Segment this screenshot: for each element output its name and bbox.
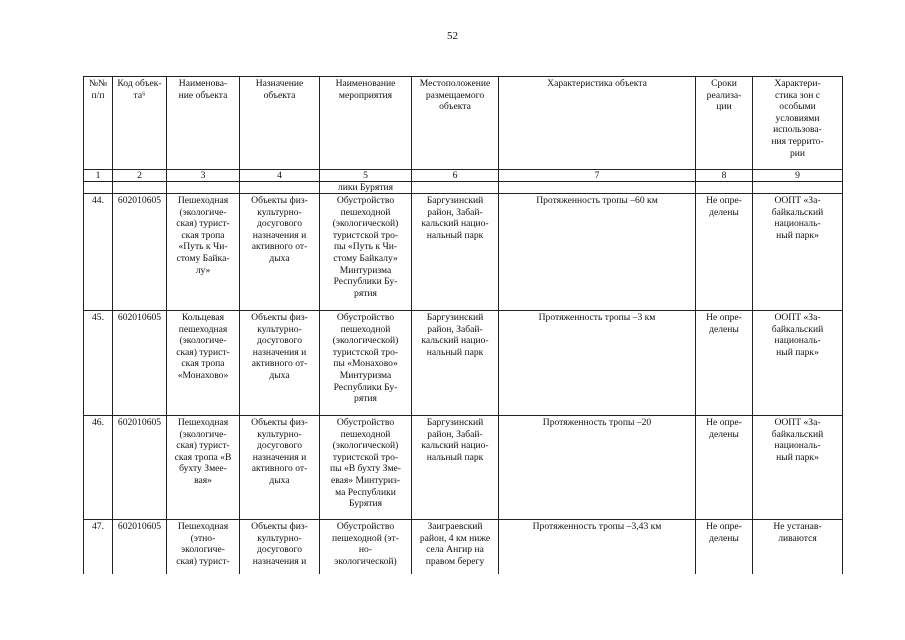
- cell-line: (экологиче-: [179, 335, 227, 347]
- cell-line: евая» Минтуриз-: [330, 474, 401, 486]
- cell-line: дыха: [269, 474, 290, 486]
- cell-line: дыха: [269, 252, 290, 264]
- cell-line: нальный парк: [426, 451, 484, 463]
- header-cell: [499, 77, 696, 170]
- cell-number: [84, 194, 113, 311]
- cell-line: нальный парк: [426, 346, 484, 358]
- cell-line: ние объекта: [178, 89, 228, 101]
- cell-code: [113, 194, 167, 311]
- cell-line: 602010605: [117, 417, 162, 428]
- cell-line: Протяженность тропы –3,43 км: [532, 521, 662, 532]
- cell-line: Протяженность тропы –3 км: [538, 312, 656, 323]
- cell-line: та⁶: [133, 89, 146, 101]
- table-row: [84, 311, 843, 416]
- column-number: 8: [696, 170, 753, 182]
- cell-purpose: [240, 416, 320, 520]
- cell-line: назначения и: [252, 451, 307, 463]
- cell-line: Минтуризма: [339, 369, 392, 381]
- cell-line: Не опре-: [706, 195, 742, 206]
- cell-zone: [753, 520, 843, 574]
- header-row: [84, 77, 843, 170]
- cell-line: активного от-: [251, 463, 308, 475]
- cell-line: ный парк»: [776, 451, 819, 463]
- cell-line: рии: [789, 147, 806, 159]
- cell-line: делены: [709, 206, 739, 218]
- cell-line: 602010605: [117, 195, 162, 206]
- column-number: 5: [320, 170, 412, 182]
- column-number: 7: [499, 170, 696, 182]
- cell-line: активного от-: [251, 241, 308, 253]
- cell-line: правом берегу: [425, 555, 485, 567]
- cell-line: условиями: [775, 112, 820, 124]
- cell-line: назначения и: [252, 229, 307, 241]
- cell-line: ливаются: [778, 532, 817, 544]
- cell-measure-name: [320, 194, 412, 311]
- cell-line: (экологиче-: [179, 428, 227, 440]
- cell-line: п/п: [91, 89, 105, 101]
- cell-line: (этно-: [190, 532, 216, 544]
- cell-line: дыха: [269, 369, 290, 381]
- cell-line: Кольцевая: [181, 312, 225, 323]
- cell-line: объекта: [263, 89, 296, 101]
- cell-line: ООПТ «За-: [774, 195, 821, 206]
- column-number: 6: [412, 170, 499, 182]
- cell-line: (экологической): [332, 218, 399, 230]
- cell-line: Обустройство: [336, 417, 395, 428]
- cell-line: Не устанав-: [773, 521, 822, 532]
- cell-line: националь-: [774, 335, 821, 347]
- column-number: 4: [240, 170, 320, 182]
- header-cell: [84, 77, 113, 170]
- cell-line: особыми: [779, 101, 816, 113]
- column-number: 3: [167, 170, 240, 182]
- cell-number: [84, 311, 113, 416]
- header-cell: [753, 77, 843, 170]
- cell-object-name: [167, 416, 240, 520]
- cell-line: туристской тро-: [332, 229, 399, 241]
- cell-line: 45.: [92, 312, 104, 323]
- cell-line: лу»: [195, 264, 211, 276]
- cell-line: 47.: [92, 521, 104, 532]
- cell-line: (экологиче-: [179, 206, 227, 218]
- cell-line: рятия: [354, 393, 377, 405]
- cell-line: вая»: [194, 474, 212, 486]
- cell-line: ния террито-: [771, 135, 824, 147]
- cell-line: Баргузинский: [426, 312, 484, 323]
- cell-line: Пешеходная: [177, 195, 229, 206]
- header-cell: [113, 77, 167, 170]
- cell-line: 44.: [92, 195, 104, 206]
- cell-line: ская тропа: [181, 229, 225, 241]
- cell-object-name: [167, 520, 240, 574]
- cell-characteristic: [499, 194, 696, 311]
- cell-line: культурно-: [257, 206, 302, 218]
- header-cell: [167, 77, 240, 170]
- cell-line: Минтуризма: [339, 264, 392, 276]
- cell-line: пешеходная: [178, 323, 228, 335]
- cell-line: Республики Бу-: [333, 381, 398, 393]
- cell-line: пешеходной (эт-: [332, 532, 399, 544]
- cell-object-name: [167, 194, 240, 311]
- cell-line: 602010605: [117, 312, 162, 323]
- column-number: 2: [113, 170, 167, 182]
- cell-line: Республики Бу-: [333, 276, 398, 288]
- cell-line: но-: [358, 544, 373, 556]
- cell-zone: [753, 416, 843, 520]
- cell-deadline: [696, 520, 753, 574]
- cell-line: район, Забай-: [427, 428, 483, 440]
- cell-line: пы «В бухту Зме-: [329, 463, 402, 475]
- cell-line: Обустройство: [336, 312, 395, 323]
- header-cell: [240, 77, 320, 170]
- cell-measure-name: [320, 311, 412, 416]
- cell-line: делены: [709, 532, 739, 544]
- cell-location: [412, 311, 499, 416]
- cell-line: назначения и: [252, 346, 307, 358]
- cell-line: 46.: [92, 417, 104, 428]
- cell-line: Характеристика объекта: [547, 78, 647, 89]
- cell-line: «Путь к Чи-: [178, 241, 228, 253]
- cell-line: Объекты физ-: [251, 195, 308, 206]
- cell-line: Протяженность тропы –60 км: [536, 195, 658, 206]
- page-number: 52: [447, 30, 458, 42]
- cell-line: Местоположение: [419, 78, 491, 89]
- cell-line: делены: [709, 428, 739, 440]
- cell-code: [113, 416, 167, 520]
- cell-measure-name: [320, 416, 412, 520]
- cell-zone: [753, 194, 843, 311]
- cell-line: делены: [709, 323, 739, 335]
- cell-purpose: [240, 311, 320, 416]
- cell-line: пешеходной: [340, 206, 391, 218]
- cell-line: байкальский: [771, 206, 824, 218]
- cell-line: ООПТ «За-: [774, 312, 821, 323]
- cell-line: ма Республики: [335, 486, 396, 498]
- cell-deadline: [696, 311, 753, 416]
- cell-line: Обустройство: [336, 521, 395, 532]
- cell-line: националь-: [774, 218, 821, 230]
- cell-object-name: [167, 311, 240, 416]
- cell-line: ская) турист-: [176, 555, 230, 567]
- cell-line: националь-: [774, 440, 821, 452]
- cell-line: 602010605: [117, 521, 162, 532]
- cell-line: Заиграевский: [427, 521, 483, 532]
- continuation-row: [84, 182, 843, 194]
- cell-line: ООПТ «За-: [774, 417, 821, 428]
- cell-deadline: [696, 416, 753, 520]
- cell-line: Не опре-: [706, 312, 742, 323]
- cell-line: нальный парк: [426, 229, 484, 241]
- cell-line: №№: [88, 78, 108, 89]
- cell-line: район, 4 км ниже: [419, 532, 491, 544]
- cell-line: ская) турист-: [176, 440, 230, 452]
- cell-purpose: [240, 520, 320, 574]
- cell-line: использова-: [773, 124, 822, 136]
- cell-line: села Ангир на: [426, 544, 484, 556]
- cell-line: Назначение: [255, 78, 304, 89]
- cell-line: мероприятия: [338, 89, 393, 101]
- table-row: [84, 520, 843, 574]
- cell-line: Наименова-: [178, 78, 228, 89]
- header-cell: [320, 77, 412, 170]
- header-cell: [412, 77, 499, 170]
- table-row: [84, 194, 843, 311]
- cell-line: культурно-: [257, 428, 302, 440]
- cell-line: активного от-: [251, 358, 308, 370]
- cell-line: байкальский: [771, 323, 824, 335]
- cell-line: район, Забай-: [427, 323, 483, 335]
- cell-deadline: [696, 194, 753, 311]
- column-number-row: [84, 170, 843, 182]
- cell-line: досугового: [256, 218, 303, 230]
- cell-line: Бурятия: [348, 498, 383, 510]
- cell-line: Характери-: [774, 78, 821, 89]
- cell-characteristic: [499, 520, 696, 574]
- cell-line: кальский нацио-: [421, 335, 489, 347]
- cell-line: ская тропа «В: [174, 451, 232, 463]
- cell-line: досугового: [256, 440, 303, 452]
- cell-line: кальский нацио-: [421, 440, 489, 452]
- cell-line: ции: [716, 101, 732, 113]
- cell-line: досугового: [256, 335, 303, 347]
- cell-line: Код объек-: [117, 78, 162, 89]
- cell-line: Не опре-: [706, 417, 742, 428]
- cell-line: пешеходной: [340, 323, 391, 335]
- cell-line: Объекты физ-: [251, 521, 308, 532]
- continuation-text: лики Бурятия: [320, 182, 412, 194]
- cell-line: объекта: [439, 101, 471, 113]
- cell-line: ская тропа: [181, 358, 225, 370]
- cell-line: досугового: [256, 544, 303, 556]
- cell-line: «Монахово»: [177, 369, 229, 381]
- cell-line: ный парк»: [776, 229, 819, 241]
- cell-measure-name: [320, 520, 412, 574]
- cell-line: (экологической): [332, 335, 399, 347]
- cell-line: (экологической): [332, 440, 399, 452]
- cell-line: культурно-: [257, 532, 302, 544]
- cell-line: кальский нацио-: [421, 218, 489, 230]
- cell-line: туристской тро-: [332, 451, 399, 463]
- cell-line: Баргузинский: [426, 195, 484, 206]
- objects-table: [83, 76, 843, 574]
- cell-line: экологической): [334, 555, 397, 567]
- cell-line: Обустройство: [336, 195, 395, 206]
- cell-line: пы «Монахово»: [333, 358, 398, 370]
- cell-characteristic: [499, 416, 696, 520]
- cell-line: пешеходной: [340, 428, 391, 440]
- cell-line: байкальский: [771, 428, 824, 440]
- cell-location: [412, 194, 499, 311]
- column-number: 1: [84, 170, 113, 182]
- cell-number: [84, 416, 113, 520]
- table-row: [84, 416, 843, 520]
- cell-line: туристской тро-: [332, 346, 399, 358]
- cell-location: [412, 520, 499, 574]
- cell-line: бухту Змее-: [179, 463, 227, 475]
- cell-code: [113, 311, 167, 416]
- cell-line: Наименование: [335, 78, 396, 89]
- cell-line: рятия: [354, 287, 377, 299]
- cell-characteristic: [499, 311, 696, 416]
- cell-line: реализа-: [706, 89, 742, 101]
- cell-line: Баргузинский: [426, 417, 484, 428]
- cell-line: Пешеходная: [177, 417, 229, 428]
- cell-line: ный парк»: [776, 346, 819, 358]
- cell-location: [412, 416, 499, 520]
- cell-line: Пешеходная: [177, 521, 229, 532]
- cell-purpose: [240, 194, 320, 311]
- cell-line: назначения и: [252, 555, 307, 567]
- header-cell: [696, 77, 753, 170]
- cell-zone: [753, 311, 843, 416]
- cell-line: Сроки: [711, 78, 737, 89]
- column-number: 9: [753, 170, 843, 182]
- cell-line: ская) турист-: [176, 346, 230, 358]
- cell-code: [113, 520, 167, 574]
- cell-line: Протяженность тропы –20: [542, 417, 652, 428]
- cell-line: Объекты физ-: [251, 417, 308, 428]
- cell-line: район, Забай-: [427, 206, 483, 218]
- cell-line: Не опре-: [706, 521, 742, 532]
- cell-line: размещаемого: [425, 89, 485, 101]
- cell-line: Объекты физ-: [251, 312, 308, 323]
- cell-line: экологиче-: [181, 544, 225, 556]
- cell-line: пы «Путь к Чи-: [333, 241, 398, 253]
- cell-line: стому Байка-: [176, 252, 230, 264]
- cell-number: [84, 520, 113, 574]
- cell-line: стика зон с: [774, 89, 821, 101]
- cell-line: культурно-: [257, 323, 302, 335]
- cell-line: стому Байкалу»: [333, 252, 398, 264]
- cell-line: ская) турист-: [176, 218, 230, 230]
